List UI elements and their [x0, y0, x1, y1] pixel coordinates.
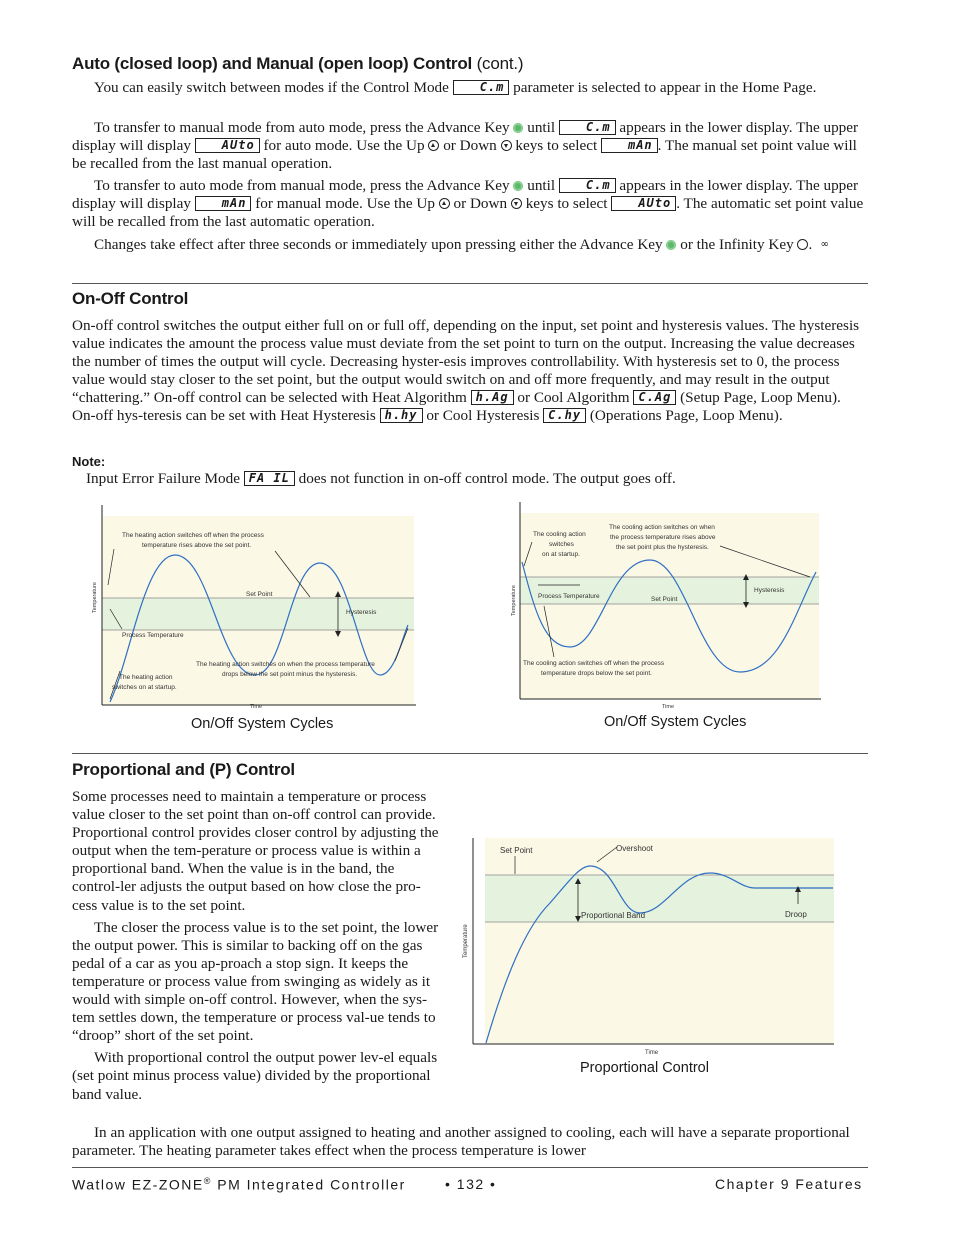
label-set-point: Set Point — [246, 591, 273, 598]
section-heading-proportional: Proportional and (P) Control — [72, 760, 295, 779]
paragraph-proportional-4: In an application with one output assigned to heating and another assigned to cooling, each will have a separate proportional parameter. The heating parameter takes effect when the process temperature is lower — [72, 1124, 850, 1160]
paragraph-to-auto: To transfer to auto mode from manual mode, press the Advance Key until C.m appears in the lower display. The upper display will display mAn for manual mode. Use the Up or Down keys to select AUto . The automatic set point value will be recalled from the last automatic operation. — [72, 177, 864, 231]
up-key-icon — [428, 140, 439, 151]
code-auto: AUto — [611, 196, 676, 211]
code-heat-hysteresis: h.hy — [380, 408, 423, 423]
section-divider — [72, 753, 868, 754]
paragraph-mode-switch: You can easily switch between modes if the Control Mode C.m parameter is selected to appear in the Home Page. — [94, 79, 817, 96]
annotation-heat-off: temperature rises above the set point. — [142, 542, 252, 549]
code-fail: FA IL — [244, 471, 295, 486]
label-set-point: Set Point — [500, 846, 533, 855]
advance-key-icon — [513, 181, 523, 191]
label-droop: Droop — [785, 910, 807, 919]
heating-on-off-chart — [90, 505, 420, 715]
annotation-heat-start: The heating action — [119, 674, 173, 681]
down-key-icon — [501, 140, 512, 151]
label-set-point: Set Point — [651, 596, 678, 603]
svg-text:switches on at startup. — [112, 684, 177, 691]
code-auto: AUto — [195, 138, 260, 153]
infinity-key-icon — [797, 239, 808, 250]
annotation-cool-off: temperature drops below the set point. — [541, 670, 652, 677]
note-label: Note: — [72, 454, 106, 469]
x-axis-label: Time — [250, 704, 263, 710]
annotation-cool-on: The cooling action switches on when — [609, 524, 715, 531]
label-process-temperature: Process Temperature — [122, 632, 184, 639]
annotation-heat-on: The heating action switches on when the process temperature — [196, 661, 375, 668]
annotation-heat-on: drops below the set point minus the hysteresis. — [222, 671, 358, 678]
annotation-cool-start: The cooling action — [533, 531, 586, 538]
annotation-heat-start: switches on at startup. — [112, 684, 177, 691]
annotation-cool-on: the process temperature rises above — [610, 534, 716, 541]
svg-text:The heating action — [119, 674, 173, 681]
annotation-heat-off: The heating action switches off when the process — [122, 532, 264, 539]
advance-key-icon — [513, 123, 523, 133]
code-cool-hysteresis: C.hy — [543, 408, 586, 423]
paragraph-changes: Changes take effect after three seconds or immediately upon pressing either the Advance Key or the Infinity Key ∞ — [72, 236, 864, 254]
caption-proportional-chart: Proportional Control — [580, 1060, 709, 1076]
cooling-on-off-chart — [510, 502, 825, 710]
annotation-cool-on: the set point plus the hysteresis. — [616, 544, 709, 551]
paragraph-proportional-3: With proportional control the output power lev-el equals (set point minus process value) divided by the proportional band value. — [72, 1049, 438, 1103]
footer-product: Watlow EZ-ZONE® PM Integrated Controller — [72, 1176, 406, 1193]
paragraph-on-off: On-off control switches the output either full on or full off, depending on the input, set point and hysteresis values. The hysteresis value indicates the amount the process value must deviate from the set point to turn on the output. Increasing the value decreases the number of times the output will cycle. Decreasing hyster-esis improves controllability. With hysteresis set to 0, the process value would stay closer to the set point, but the output would switch on and off more frequently, and may result in the output “chattering.” On-off control can be selected with Heat Algorithm h.Ag or Cool Algorithm C.Ag (Setup Page, Loop Menu). On-off hys-teresis can be set with Heat Hysteresis h.hy or Cool Hysteresis C.hy (Operations Page, Loop Menu). — [72, 317, 860, 425]
annotation-cool-start: switches — [549, 541, 574, 548]
code-manual: mAn — [601, 138, 658, 153]
advance-key-icon — [666, 240, 676, 250]
code-manual: mAn — [195, 196, 252, 211]
y-axis-label: Temperature — [511, 585, 517, 616]
annotation-cool-off: The cooling action switches off when the process — [523, 660, 665, 667]
code-control-mode: C.m — [559, 120, 616, 135]
proportional-control-chart — [455, 838, 840, 1058]
paragraph-proportional-1: Some processes need to maintain a temperature or process value closer to the set point than on-off control can provide. Proportional control provides closer control by adjusting the output when the tem-perature or process value is within a proportional band. When the value is in the band, the control-ler adjusts the output based on how close the pro-cess value is to the set point. — [72, 788, 439, 914]
footer-divider — [72, 1167, 868, 1168]
up-key-icon — [439, 198, 450, 209]
y-axis-label: Temperature — [463, 924, 469, 958]
x-axis-label: Time — [662, 704, 675, 710]
section-divider — [72, 283, 868, 284]
section-heading-on-off: On-Off Control — [72, 289, 189, 308]
section-heading-auto-manual: Auto (closed loop) and Manual (open loop) Control (cont.) — [72, 54, 524, 73]
x-axis-label: Time — [645, 1050, 659, 1056]
label-overshoot: Overshoot — [616, 844, 653, 853]
caption-cooling-chart: On/Off System Cycles — [604, 714, 747, 730]
label-process-temperature: Process Temperature — [538, 593, 600, 600]
caption-heating-chart: On/Off System Cycles — [191, 716, 334, 732]
svg-text:drops below the set point minu — [222, 671, 357, 678]
paragraph-to-manual: To transfer to manual mode from auto mode, press the Advance Key until C.m appears in the lower display. The upper display will display AUto for auto mode. Use the Up or Down keys to select mAn . The manual set point value will be recalled from the last manual operation. — [72, 119, 859, 173]
label-hysteresis: Hysteresis — [754, 587, 785, 594]
proportional-band — [485, 875, 834, 922]
footer-page-number: • 132 • — [445, 1176, 497, 1192]
footer-chapter: Chapter 9 Features — [715, 1176, 863, 1192]
code-control-mode: C.m — [453, 80, 510, 95]
note-text: Input Error Failure Mode FA IL does not function in on-off control mode. The output goes off. — [86, 470, 676, 487]
svg-text:The heating action switches on — [196, 661, 375, 668]
label-hysteresis: Hysteresis — [346, 609, 377, 616]
annotation-cool-start: on at startup. — [542, 551, 580, 558]
down-key-icon — [511, 198, 522, 209]
y-axis-label: Temperature — [92, 582, 98, 613]
plot-background — [485, 838, 834, 1044]
paragraph-proportional-2: The closer the process value is to the set point, the lower the output power. This is similar to backing off on the gas pedal of a car as you ap-proach a stop sign. It keeps the temperature or process value from swinging as widely as it would with simple on-off control. However, when the sys-tem settles down, the temperature or process val-ue tends to “droop” short of the set point. — [72, 918, 439, 1045]
code-heat-algorithm: h.Ag — [471, 390, 514, 405]
label-proportional-band: Proportional Band — [581, 911, 646, 920]
code-cool-algorithm: C.Ag — [633, 390, 676, 405]
code-control-mode: C.m — [559, 178, 616, 193]
